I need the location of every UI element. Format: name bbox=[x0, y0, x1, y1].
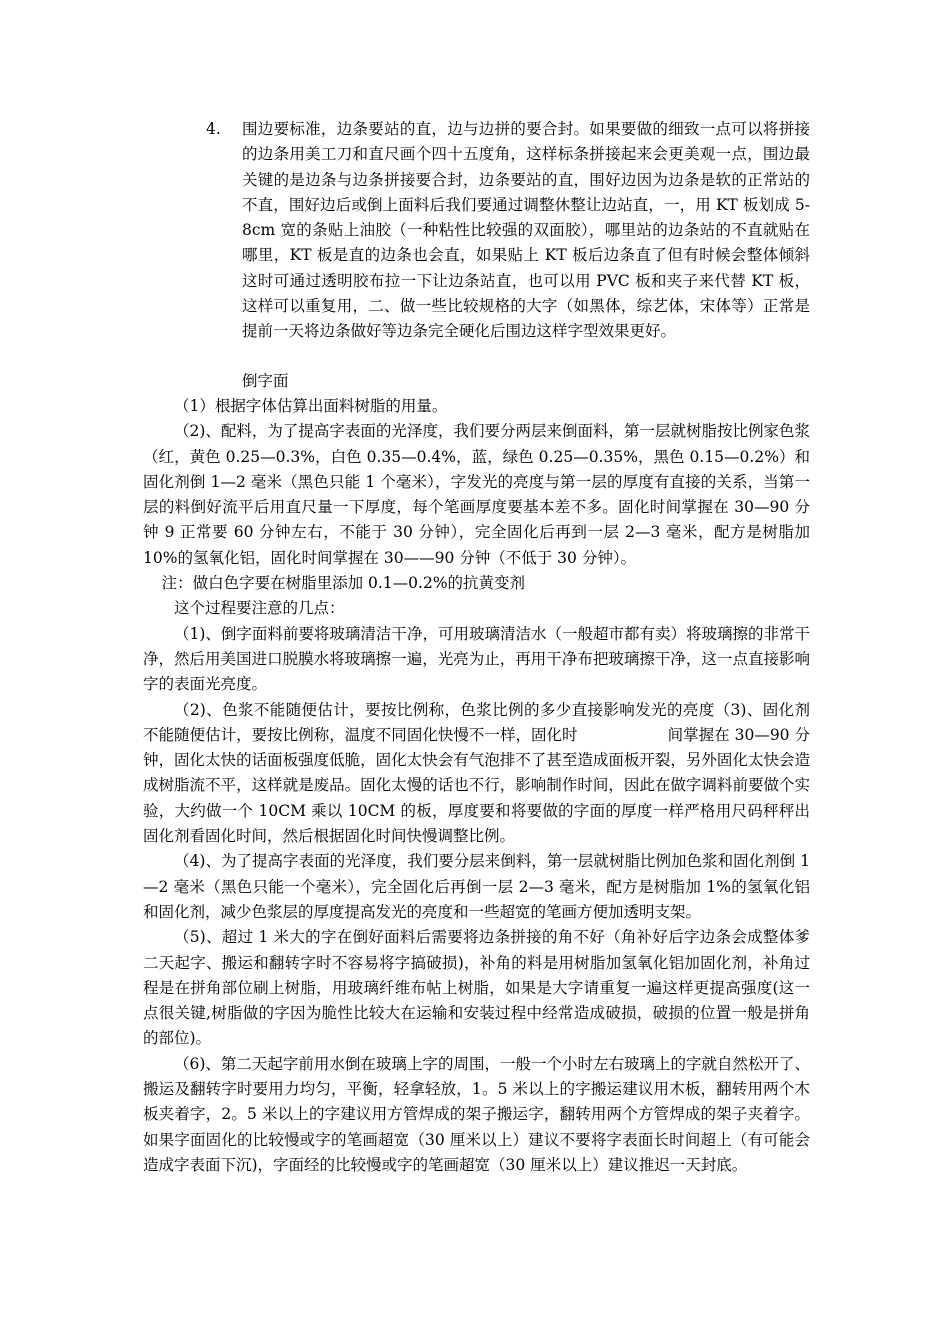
point-6: （6)、第二天起字前用水倒在玻璃上字的周围，一般一个小时左右玻璃上的字就自然松开了、搬运及翻转字时要用力均匀，平衡，轻拿轻放，1。5 米以上的字搬运建议用木板，翻转用两个木板夹着字，2。5 米以上的字建议用方管焊成的架子搬运字，翻转用两个方管焊成的架子夹着字。如果字面固化的比较慢或字的笔画超宽（30 厘米以上）建议不要将字表面长时间超上（有可能会造成字表面下沉)，字面经的比较慢或字的笔画超宽（30 厘米以上）建议推迟一天封底。 bbox=[143, 1054, 810, 1174]
paragraph-2: （2)、配料，为了提高字表面的光泽度，我们要分两层来倒面料，第一层就树脂按比例家色浆（红，黄色 0.25—0.3%，白色 0.35—0.4%，蓝，绿色 0.25—0.35%，黑色 0.15—0.2%）和固化剂倒 1—2 毫米（黑色只能 1 个毫米），字发光的亮度与第一层的厚度有直接的关系，当第一层的料倒好流平后用直尺量一下厚度，每个笔画厚度要基本差不多。固化时间掌握在 30—90 分钟 9 正常要 60 分钟左右，不能于 30 分钟），完全固化后再到一层 2—3 毫米，配方是树脂加 10%的氢氧化铝，固化时间掌握在 30——90 分钟（不低于 30 分钟）。 bbox=[143, 422, 810, 567]
point-2-3 bbox=[143, 698, 810, 850]
point-2-3-text-a: （2)、色浆不能随便估计，要按比例称，色浆比例的多少直接影响发光的亮度（3)、固化剂不能随便估计，要按比例称，温度不同固化快慢不一样，固化时 bbox=[143, 700, 810, 744]
section-heading: 倒字面 bbox=[242, 372, 289, 390]
point-5: （5)、超过 1 米大的字在倒好面料后需要将边条拼接的角不好（角补好后字边条会成整体爹二天起字、搬运和翻转字时不容易将字搞破损)，补角的料是用树脂加氢氧化铝加固化剂，补角过程是在拼角部位刷上树脂，用玻璃纤维布帖上树脂，如果是大字请重复一遍这样更提高强度(这一点很关键,树脂做的字因为脆性比较大在运输和安装过程中经常造成破损，破损的位置一般是拼角的部位)。 bbox=[143, 928, 810, 1048]
list-item-text: 围边要标准，边条要站的直，边与边拼的要合封。如果要做的细致一点可以将拼接的边条用美工刀和直尺画个四十五度角，这样标条拼接起来会更美观一点，围边最关键的是边条与边条拼接要合封，边条要站的直，围好边因为边条是软的正常站的不直，围好边后或倒上面料后我们要通过调整休整让边站直，一，用 KT 板划成 5-8cm 宽的条贴上油胶（一种粘性比较强的双面胶），哪里站的边条站的不直就贴在哪里，KT 板是直的边条也会直，如果贴上 KT 板后边条直了但有时候会整体倾斜这时可通过透明胶布拉一下让边条站直，也可以用 PVC 板和夹子来代替 KT 板，这样可以重复用，二、做一些比较规格的大字（如黑体，综艺体，宋体等）正常是提前一天将边条做好等边条完全硬化后围边这样字型效果更好。 bbox=[242, 120, 810, 341]
point-4: （4)、为了提高字表面的光泽度，我们要分层来倒料，第一层就树脂比例加色浆和固化剂倒 1—2 毫米（黑色只能一个毫米），完全固化后再倒一层 2—3 毫米，配方是树脂加 1%的氢氧化铝和固化剂，减少色浆层的厚度提高发光的亮度和一些超宽的笔画方便加透明支架。 bbox=[143, 852, 810, 921]
body-text bbox=[143, 394, 810, 1178]
attention-heading: 这个过程要注意的几点： bbox=[174, 599, 345, 618]
list-item-4 bbox=[206, 117, 810, 345]
list-number: 4. bbox=[206, 120, 221, 138]
point-1: （1)、倒字面料前要将玻璃清洁干净，可用玻璃清洁水（一般超市都有卖）将玻璃擦的非常干净，然后用美国进口脱膜水将玻璃擦一遍，光亮为止，再用干净布把玻璃擦干净，这一点直接影响字的表面光亮度。 bbox=[143, 624, 810, 694]
point-2-3-text-b: 间掌握在 30—90 分钟，固化太快的话面板强度低脆，固化太快会有气泡排不了甚至造成面板开裂，另外固化太快会造成树脂流不平，这样就是废品。固化太慢的话也不行，影响制作时间，因此在做字调料前要做个实验，大约做一个 10CM 乘以 10CM 的板，厚度要和将要做的字面的厚度一样严格用尺码秤秤出固化剂看固化时间，然后根据固化时间快慢调整比例。 bbox=[143, 725, 810, 846]
paragraph-1: （1）根据字体估算出面料树脂的用量。 bbox=[174, 397, 448, 415]
note-paragraph: 注：做白色字要在树脂里添加 0.1—0.2%的抗黄变剂 bbox=[161, 574, 526, 593]
